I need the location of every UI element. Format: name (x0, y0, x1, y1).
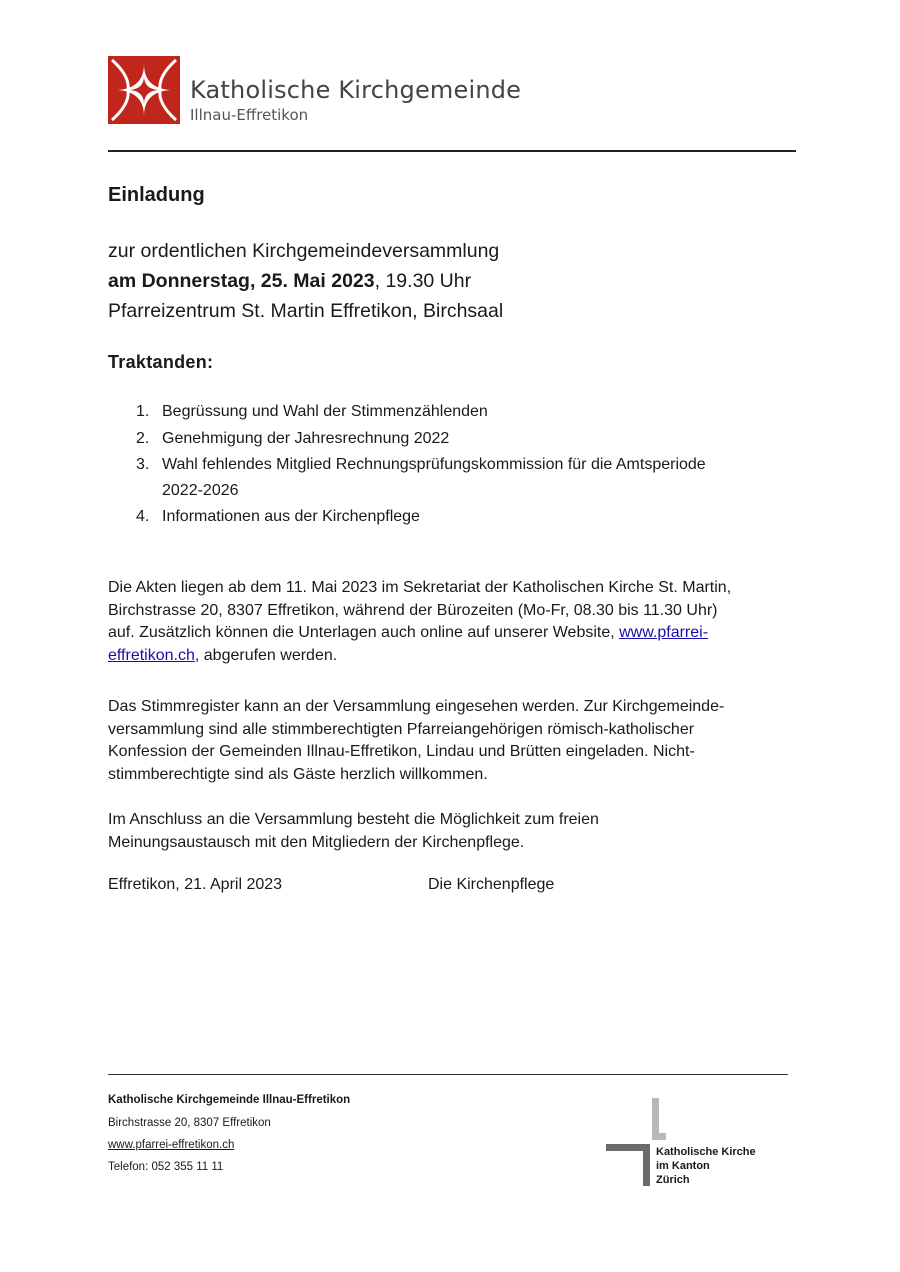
paragraph-line: Konfession der Gemeinden Illnau-Effretikon, Lindau und Brütten eingeladen. Nicht- (108, 743, 695, 761)
agenda-item: Genehmigung der Jahresrechnung 2022 (162, 430, 450, 447)
agenda-heading: Traktanden: (108, 352, 214, 372)
paragraph-line: Die Akten liegen ab dem 11. Mai 2023 im Sekretariat der Katholischen Kirche St. Martin, (108, 579, 732, 596)
paragraph-line: Meinungsaustausch mit den Mitgliedern der Kirchenpflege. (108, 833, 525, 851)
paragraph-line: Birchstrasse 20, 8307 Effretikon, während der Bürozeiten (Mo-Fr, 08.30 bis 11.30 Uhr) (108, 601, 718, 619)
exchange-paragraph (108, 809, 599, 854)
paragraph-line (108, 622, 731, 645)
org-subtitle: Illnau-Effretikon (190, 106, 309, 124)
org-title: Katholische Kirchgemeinde (190, 76, 522, 104)
paragraph-line: Im Anschluss an die Versammlung besteht die Möglichkeit zum freien (108, 811, 599, 828)
voter-register-paragraph (108, 696, 724, 787)
place-and-date: Effretikon, 21. April 2023 (108, 876, 283, 893)
agenda-number: 2. (136, 430, 150, 447)
documents-paragraph (108, 577, 731, 668)
footer-divider (108, 1074, 788, 1075)
agenda-number: 1. (136, 403, 150, 420)
website-link-continued[interactable]: effretikon.ch (108, 647, 195, 665)
paragraph-line: stimmberechtigte sind als Gäste herzlich willkommen. (108, 766, 488, 784)
website-link[interactable]: www.pfarrei- (619, 624, 709, 642)
agenda-number: 4. (136, 508, 150, 525)
cantonal-church-label: Zürich (656, 1174, 690, 1186)
paragraph-text: auf. Zusätzlich können die Unterlagen auch online auf unserer Website, (108, 624, 620, 642)
agenda-item: Informationen aus der Kirchenpflege (162, 508, 420, 525)
paragraph-line: Das Stimmregister kann an der Versammlung eingesehen werden. Zur Kirchgemeinde- (108, 698, 725, 715)
paragraph-line: versammlung sind alle stimmberechtigten Pfarreiangehörigen römisch-katholischer (108, 720, 695, 738)
agenda-item: Begrüssung und Wahl der Stimmenzählenden (162, 403, 488, 420)
intro-line-1: zur ordentlichen Kirchgemeindeversammlung (108, 240, 500, 262)
meeting-date: am Donnerstag, 25. Mai 2023 (108, 270, 375, 292)
footer-website-link[interactable]: www.pfarrei-effretikon.ch (108, 1139, 235, 1151)
meeting-time: , 19.30 Uhr (374, 270, 472, 292)
paragraph-line (108, 645, 731, 668)
intro-line-3: Pfarreizentrum St. Martin Effretikon, Birchsaal (108, 300, 504, 322)
footer-address: Birchstrasse 20, 8307 Effretikon (108, 1117, 271, 1129)
footer-org-name: Katholische Kirchgemeinde Illnau-Effretikon (108, 1094, 351, 1106)
cantonal-church-label: Katholische Kirche (656, 1146, 756, 1158)
paragraph-text: , abgerufen werden. (194, 647, 338, 665)
agenda-number: 3. (136, 456, 150, 473)
header-divider (108, 150, 796, 152)
agenda-item-continuation: 2022-2026 (162, 482, 239, 499)
footer-phone: Telefon: 052 355 11 11 (108, 1161, 224, 1173)
red-star-logo-icon (108, 56, 180, 124)
cantonal-church-label: im Kanton (656, 1160, 710, 1172)
signature: Die Kirchenpflege (428, 876, 555, 893)
document-title: Einladung (108, 184, 205, 206)
agenda-item: Wahl fehlendes Mitglied Rechnungsprüfungskommission für die Amtsperiode (162, 456, 706, 473)
intro-line-2 (108, 270, 471, 293)
